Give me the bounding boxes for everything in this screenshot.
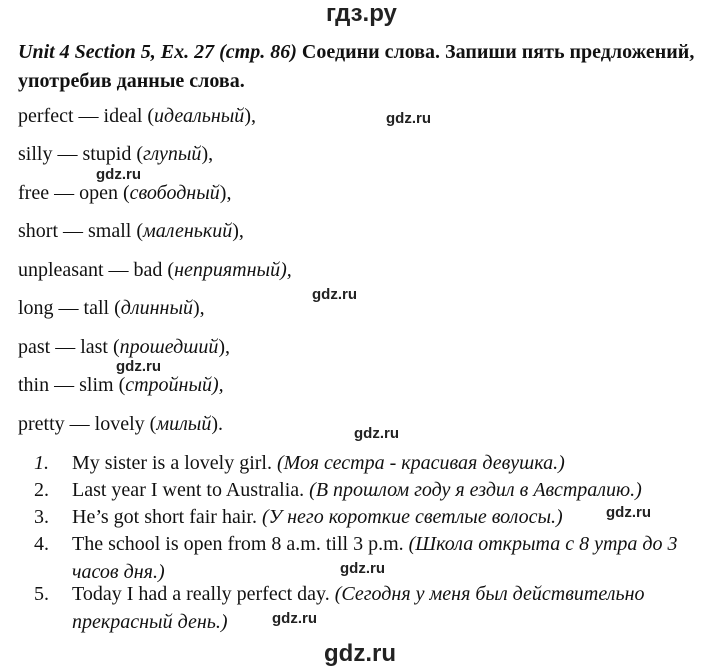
pair-translation: прошедший <box>119 336 219 358</box>
sentence-translation: (Школа открыта с 8 утра до 3 часов дня.) <box>72 533 678 583</box>
sentence-english: Today I had a really perfect day. <box>72 583 330 605</box>
sentence <box>72 530 692 586</box>
sentence-english: My sister is a lovely girl. <box>72 452 272 474</box>
pair-translation: глупый <box>143 143 202 165</box>
pair-end: ), <box>201 143 214 165</box>
pair-words: long — tall ( <box>18 297 121 319</box>
watermark: gdz.ru <box>116 358 161 375</box>
sentence <box>72 503 612 531</box>
pair-end: ), <box>218 336 231 358</box>
sentence-number: 2. <box>34 479 49 501</box>
word-pair <box>18 296 205 320</box>
pair-words: short — small ( <box>18 220 143 242</box>
pair-translation: стройный), <box>125 374 224 396</box>
sentence-translation: (У него короткие светлые волосы.) <box>256 506 563 528</box>
pair-translation: длинный <box>120 297 193 319</box>
sentence-translation: (Сегодня у меня был действительно прекрасный день.) <box>72 583 645 633</box>
watermark: gdz.ru <box>312 286 357 303</box>
pair-words: past — last ( <box>18 336 120 358</box>
watermark: gdz.ru <box>340 560 385 577</box>
word-pair <box>18 258 292 282</box>
watermark-bottom: gdz.ru <box>324 640 396 667</box>
sentence <box>72 580 702 636</box>
pair-translation: маленький <box>143 220 233 242</box>
pair-end: ), <box>244 105 256 127</box>
pair-translation: свободный <box>129 182 220 204</box>
sentence-english: He’s got short fair hair. <box>72 506 257 528</box>
pair-translation: милый <box>156 413 212 435</box>
word-pair <box>18 181 231 205</box>
pair-end: ), <box>193 297 205 319</box>
watermark: gdz.ru <box>354 425 399 442</box>
sentence-translation: (В прошлом году я ездил в Австралию.) <box>304 479 642 501</box>
watermark-top: гдз.ру <box>326 0 397 27</box>
exercise-instruction: Соедини слова. Запиши пять предложений, употребив данные слова. <box>18 41 695 92</box>
sentence-english: Last year I went to Australia. <box>72 479 305 501</box>
sentence-number: 3. <box>34 506 49 528</box>
exercise-reference: Unit 4 Section 5, Ex. 27 (стр. 86) <box>18 41 297 63</box>
watermark: gdz.ru <box>386 110 431 127</box>
sentence-translation: (Моя сестра - красивая девушка.) <box>271 452 565 474</box>
watermark: gdz.ru <box>96 166 141 183</box>
word-pair <box>18 104 256 128</box>
pair-end: ), <box>232 220 244 242</box>
sentence-number: 5. <box>34 583 49 605</box>
word-pair <box>18 142 213 166</box>
exercise-title <box>18 38 708 96</box>
watermark: gdz.ru <box>272 610 317 627</box>
pair-words: unpleasant — bad ( <box>18 259 175 281</box>
pair-words: pretty — lovely ( <box>18 413 157 435</box>
pair-translation: идеальный <box>154 105 245 127</box>
pair-end: ), <box>219 182 232 204</box>
sentence <box>72 476 712 504</box>
pair-words: silly — stupid ( <box>18 143 144 165</box>
pair-end: ). <box>211 413 224 435</box>
word-pair <box>18 412 223 436</box>
watermark: gdz.ru <box>606 504 651 521</box>
sentence-number: 4. <box>34 533 49 555</box>
word-pair <box>18 335 230 359</box>
word-pair <box>18 219 244 243</box>
sentence <box>72 449 712 477</box>
pair-words: free — open ( <box>18 182 130 204</box>
pair-words: perfect — ideal ( <box>18 105 155 127</box>
word-pair <box>18 373 224 397</box>
pair-words: thin — slim ( <box>18 374 126 396</box>
sentence-english: The school is open from 8 a.m. till 3 p.m. <box>72 533 404 555</box>
sentence-number: 1. <box>34 452 49 474</box>
pair-translation: неприятный), <box>174 259 292 281</box>
